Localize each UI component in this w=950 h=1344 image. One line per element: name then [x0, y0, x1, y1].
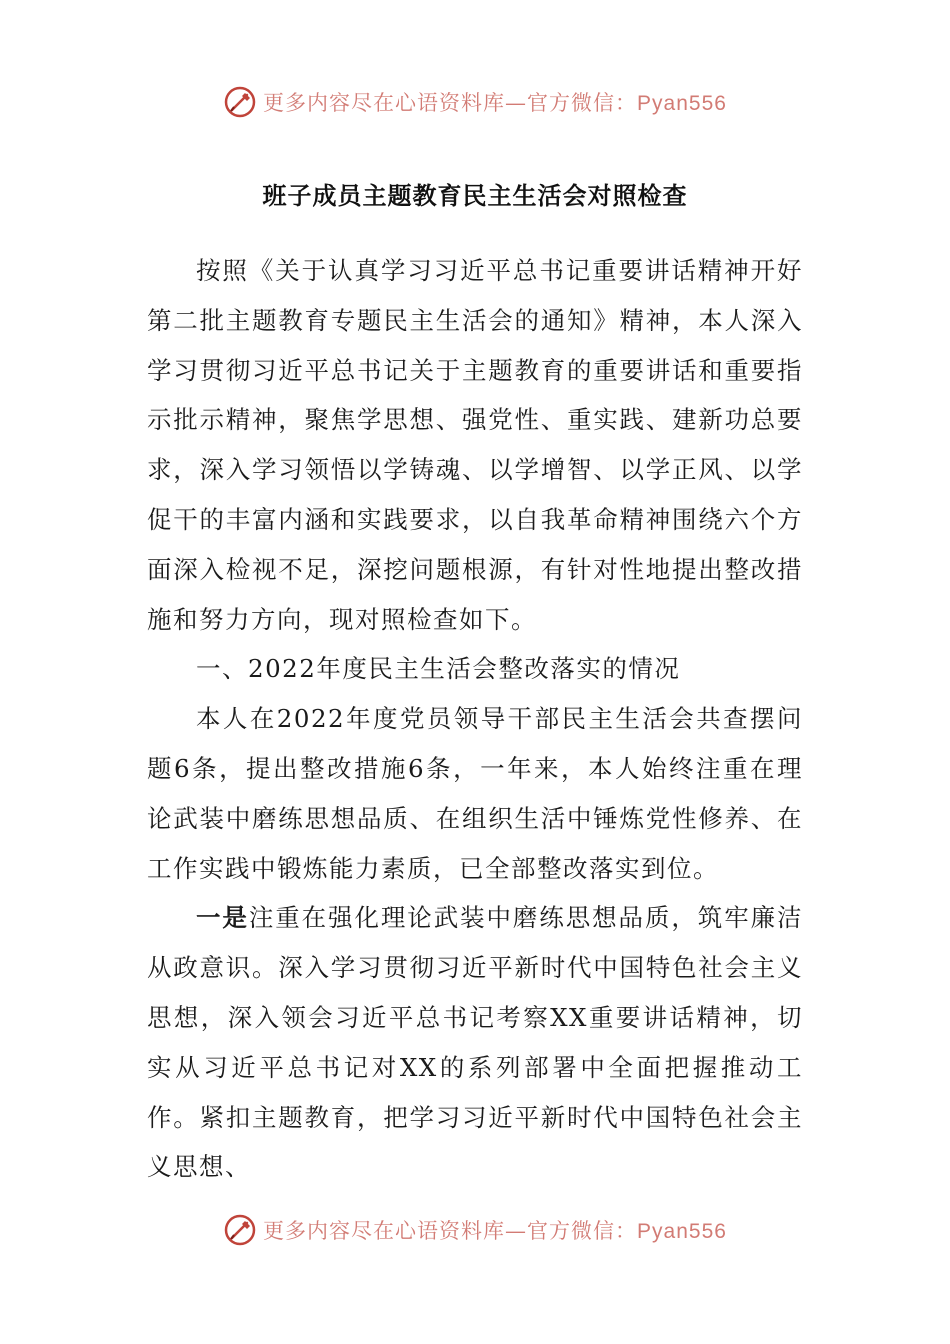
watermark-text: 更多内容尽在心语资料库—官方微信：Pyan556	[263, 91, 727, 115]
pen-seal-logo-icon	[223, 85, 257, 119]
pen-seal-logo-icon	[223, 1213, 257, 1247]
point-lead: 一是	[196, 903, 249, 933]
watermark-handle: Pyan556	[637, 1220, 727, 1243]
paragraph-rectification: 本人在2022年度党员领导干部民主生活会共查摆问题6条，提出整改措施6条，一年来，本人始终注重在理论武装中磨练思想品质、在组织生活中锤炼党性修养、在工作实践中锻炼能力素质，已全部整改落实到位。	[147, 704, 803, 883]
section-heading-1: 一、2022年度民主生活会整改落实的情况	[196, 654, 681, 684]
paragraph-intro: 按照《关于认真学习习近平总书记重要讲话精神开好第二批主题教育专题民主生活会的通知》精神，本人深入学习贯彻习近平总书记关于主题教育的重要讲话和重要指示批示精神，聚焦学思想、强党性、重实践、建新功总要求，深入学习领悟以学铸魂、以学增智、以学正风、以学促干的丰富内涵和实践要求，以自我革命精神围绕六个方面深入检视不足，深挖问题根源，有针对性地提出整改措施和努力方向，现对照检查如下。	[147, 256, 803, 634]
document-body	[147, 246, 803, 1192]
paragraph-point-1: 一是注重在强化理论武装中磨练思想品质，筑牢廉洁从政意识。深入学习贯彻习近平新时代中国特色社会主义思想，深入领会习近平总书记考察XX重要讲话精神，切实从习近平总书记对XX的系列部署中全面把握推动工作。紧扣主题教育，把学习习近平新时代中国特色社会主义思想、	[147, 903, 804, 1182]
watermark-text: 更多内容尽在心语资料库—官方微信：Pyan556	[263, 1219, 727, 1243]
watermark-handle: Pyan556	[637, 92, 727, 115]
footer-watermark-banner	[0, 1208, 950, 1252]
header-watermark-banner	[0, 80, 950, 124]
document-title: 班子成员主题教育民主生活会对照检查	[262, 182, 688, 210]
